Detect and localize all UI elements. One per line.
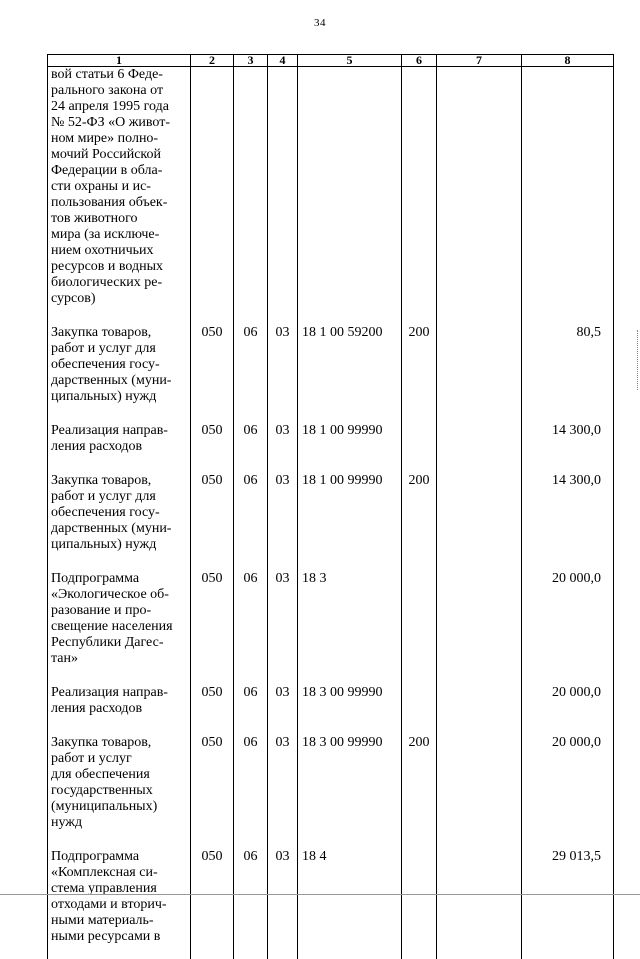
table-row	[48, 423, 614, 455]
spacer-cell	[191, 405, 234, 423]
column-header: 6	[402, 55, 437, 67]
row-ministry-code: 050	[191, 849, 234, 959]
spacer-cell	[268, 667, 298, 685]
row-ministry-code: 050	[191, 423, 234, 455]
column-header: 2	[191, 55, 234, 67]
row-empty-cell	[437, 849, 522, 959]
spacer-cell	[298, 455, 402, 473]
spacer-cell	[234, 307, 268, 325]
spacer-cell	[298, 717, 402, 735]
spacer-cell	[48, 553, 191, 571]
row-amount: 14 300,0	[522, 473, 614, 553]
spacer-cell	[268, 553, 298, 571]
table-header-row	[48, 55, 614, 67]
row-empty-cell	[437, 325, 522, 405]
row-spacer	[48, 717, 614, 735]
row-expense-type: 200	[402, 473, 437, 553]
row-subsection-code: 03	[268, 735, 298, 831]
row-ministry-code: 050	[191, 325, 234, 405]
spacer-cell	[437, 307, 522, 325]
row-spacer	[48, 553, 614, 571]
spacer-cell	[234, 717, 268, 735]
row-name: Подпрограмма «Комплексная си- стема управления отходами и вторич- ными материаль- ными ресурсами в	[48, 849, 191, 959]
table-row	[48, 685, 614, 717]
row-subsection-code: 03	[268, 849, 298, 959]
row-section-code: 06	[234, 571, 268, 667]
spacer-cell	[191, 717, 234, 735]
spacer-cell	[522, 455, 614, 473]
row-amount: 20 000,0	[522, 735, 614, 831]
spacer-cell	[298, 307, 402, 325]
spacer-cell	[437, 667, 522, 685]
spacer-cell	[298, 667, 402, 685]
spacer-cell	[191, 307, 234, 325]
table-row	[48, 67, 614, 308]
row-section-code: 06	[234, 325, 268, 405]
row-target-article	[298, 67, 402, 308]
spacer-cell	[522, 717, 614, 735]
spacer-cell	[298, 831, 402, 849]
column-header: 7	[437, 55, 522, 67]
row-section-code: 06	[234, 685, 268, 717]
spacer-cell	[298, 405, 402, 423]
spacer-cell	[522, 831, 614, 849]
row-name: Закупка товаров, работ и услуг для обеспечения госу- дарственных (муни- ципальных) нужд	[48, 473, 191, 553]
row-section-code: 06	[234, 473, 268, 553]
scan-bottom-edge	[0, 894, 640, 895]
row-amount: 80,5	[522, 325, 614, 405]
row-expense-type: 200	[402, 735, 437, 831]
row-target-article: 18 3 00 99990	[298, 735, 402, 831]
spacer-cell	[402, 405, 437, 423]
spacer-cell	[191, 553, 234, 571]
spacer-cell	[402, 553, 437, 571]
row-empty-cell	[437, 735, 522, 831]
row-amount: 20 000,0	[522, 685, 614, 717]
spacer-cell	[268, 455, 298, 473]
spacer-cell	[48, 831, 191, 849]
spacer-cell	[522, 553, 614, 571]
table-row	[48, 473, 614, 553]
row-subsection-code: 03	[268, 685, 298, 717]
spacer-cell	[268, 405, 298, 423]
spacer-cell	[522, 405, 614, 423]
table-row	[48, 325, 614, 405]
spacer-cell	[234, 553, 268, 571]
row-expense-type	[402, 67, 437, 308]
spacer-cell	[402, 455, 437, 473]
spacer-cell	[522, 667, 614, 685]
column-header: 1	[48, 55, 191, 67]
table-row	[48, 571, 614, 667]
spacer-cell	[48, 717, 191, 735]
row-amount	[522, 67, 614, 308]
row-ministry-code: 050	[191, 473, 234, 553]
row-name: вой статьи 6 Феде- рального закона от 24 апреля 1995 года № 52-ФЗ «О живот- ном мире» полно- мочий Российской Федерации в обла- сти охраны и ис- пользования объек- тов животного мира (за исключе- нием охотничьих ресурсов и водных биологических ре- сурсов)	[48, 67, 191, 308]
row-empty-cell	[437, 685, 522, 717]
spacer-cell	[437, 553, 522, 571]
column-header: 5	[298, 55, 402, 67]
table-row	[48, 849, 614, 959]
row-section-code: 06	[234, 423, 268, 455]
row-subsection-code: 03	[268, 571, 298, 667]
row-section-code: 06	[234, 849, 268, 959]
budget-table	[47, 54, 614, 959]
row-target-article: 18 1 00 99990	[298, 423, 402, 455]
row-empty-cell	[437, 67, 522, 308]
row-expense-type	[402, 423, 437, 455]
column-header: 4	[268, 55, 298, 67]
spacer-cell	[234, 405, 268, 423]
spacer-cell	[268, 307, 298, 325]
row-spacer	[48, 455, 614, 473]
row-target-article: 18 4	[298, 849, 402, 959]
row-ministry-code: 050	[191, 685, 234, 717]
spacer-cell	[234, 455, 268, 473]
spacer-cell	[522, 307, 614, 325]
spacer-cell	[191, 667, 234, 685]
row-spacer	[48, 307, 614, 325]
row-expense-type: 200	[402, 325, 437, 405]
scan-edge-mark	[636, 330, 638, 390]
row-ministry-code	[191, 67, 234, 308]
row-spacer	[48, 667, 614, 685]
spacer-cell	[402, 831, 437, 849]
spacer-cell	[48, 307, 191, 325]
row-empty-cell	[437, 571, 522, 667]
spacer-cell	[402, 717, 437, 735]
spacer-cell	[437, 405, 522, 423]
spacer-cell	[48, 405, 191, 423]
spacer-cell	[268, 831, 298, 849]
spacer-cell	[234, 831, 268, 849]
spacer-cell	[48, 667, 191, 685]
row-empty-cell	[437, 473, 522, 553]
row-subsection-code: 03	[268, 325, 298, 405]
row-subsection-code: 03	[268, 423, 298, 455]
row-subsection-code: 03	[268, 473, 298, 553]
spacer-cell	[437, 831, 522, 849]
row-name: Закупка товаров, работ и услуг для обеспечения государственных (муниципальных) нужд	[48, 735, 191, 831]
row-target-article: 18 1 00 99990	[298, 473, 402, 553]
spacer-cell	[298, 553, 402, 571]
row-name: Реализация направ- ления расходов	[48, 423, 191, 455]
row-spacer	[48, 405, 614, 423]
column-header: 8	[522, 55, 614, 67]
row-target-article: 18 1 00 59200	[298, 325, 402, 405]
row-target-article: 18 3 00 99990	[298, 685, 402, 717]
table-row	[48, 735, 614, 831]
spacer-cell	[234, 667, 268, 685]
row-spacer	[48, 831, 614, 849]
row-name: Закупка товаров, работ и услуг для обеспечения госу- дарственных (муни- ципальных) нужд	[48, 325, 191, 405]
row-empty-cell	[437, 423, 522, 455]
row-target-article: 18 3	[298, 571, 402, 667]
spacer-cell	[191, 455, 234, 473]
row-section-code	[234, 67, 268, 308]
page-number: 34	[314, 17, 326, 29]
row-ministry-code: 050	[191, 571, 234, 667]
spacer-cell	[402, 667, 437, 685]
spacer-cell	[48, 455, 191, 473]
row-subsection-code	[268, 67, 298, 308]
spacer-cell	[437, 717, 522, 735]
row-expense-type	[402, 685, 437, 717]
spacer-cell	[191, 831, 234, 849]
row-amount: 29 013,5	[522, 849, 614, 959]
spacer-cell	[437, 455, 522, 473]
row-name: Реализация направ- ления расходов	[48, 685, 191, 717]
row-name: Подпрограмма «Экологическое об- разование и про- свещение населения Республики Дагес- тан»	[48, 571, 191, 667]
row-expense-type	[402, 571, 437, 667]
spacer-cell	[402, 307, 437, 325]
row-amount: 14 300,0	[522, 423, 614, 455]
row-expense-type	[402, 849, 437, 959]
row-section-code: 06	[234, 735, 268, 831]
spacer-cell	[268, 717, 298, 735]
column-header: 3	[234, 55, 268, 67]
row-ministry-code: 050	[191, 735, 234, 831]
row-amount: 20 000,0	[522, 571, 614, 667]
